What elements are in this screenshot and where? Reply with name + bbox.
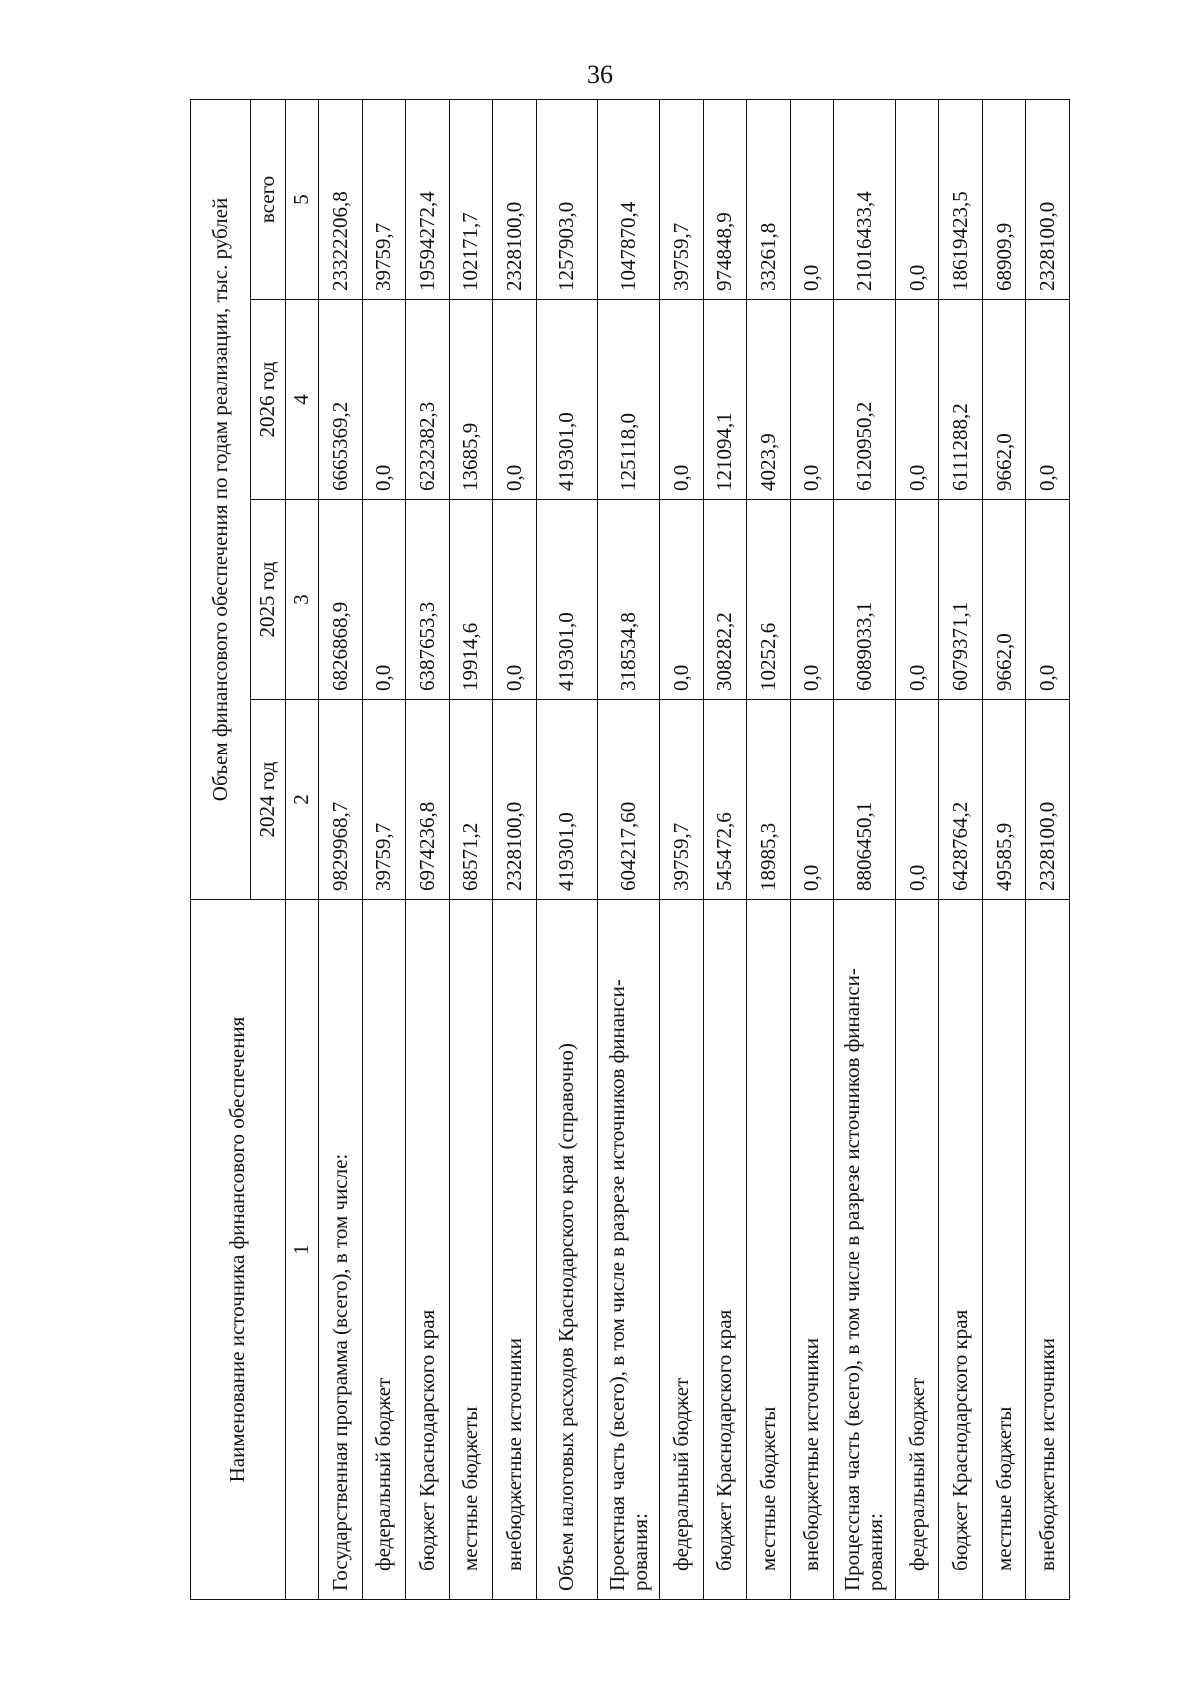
value-cell-total: 68909,9 xyxy=(982,99,1026,299)
table-body xyxy=(319,99,1070,1599)
source-name-cell: бюджет Краснодарского края xyxy=(406,900,450,1600)
value-cell-v2025: 308282,2 xyxy=(703,500,747,700)
page-number: 36 xyxy=(587,60,613,89)
value-cell-v2026: 0,0 xyxy=(493,300,537,500)
value-cell-v2024: 39759,7 xyxy=(362,700,406,900)
value-cell-total: 39759,7 xyxy=(660,99,704,299)
source-name-cell: федеральный бюджет xyxy=(362,900,406,1600)
header-total: всего xyxy=(251,99,286,299)
value-cell-v2025: 19914,6 xyxy=(449,500,493,700)
value-cell-v2026: 0,0 xyxy=(1026,300,1070,500)
table-row xyxy=(1026,99,1070,1599)
value-cell-v2026: 6665369,2 xyxy=(319,300,363,500)
header-year-2025: 2025 год xyxy=(251,500,286,700)
value-cell-v2024: 68571,2 xyxy=(449,700,493,900)
value-cell-v2026: 6111288,2 xyxy=(939,300,983,500)
source-name-cell: местные бюджеты xyxy=(449,900,493,1600)
table-row xyxy=(449,99,493,1599)
column-number: 1 xyxy=(286,900,319,1600)
financing-table xyxy=(190,99,1070,1600)
column-number: 4 xyxy=(286,300,319,500)
value-cell-v2025: 0,0 xyxy=(362,500,406,700)
value-cell-v2026: 6232382,3 xyxy=(406,300,450,500)
value-cell-total: 0,0 xyxy=(895,99,939,299)
source-name-cell: федеральный бюджет xyxy=(660,900,704,1600)
value-cell-total: 2328100,0 xyxy=(1026,99,1070,299)
value-cell-v2024: 18985,3 xyxy=(747,700,791,900)
value-cell-v2024: 39759,7 xyxy=(660,700,704,900)
source-name-cell: бюджет Краснодарского края xyxy=(939,900,983,1600)
table-row xyxy=(406,99,450,1599)
value-cell-v2026: 9662,0 xyxy=(982,300,1026,500)
column-number: 2 xyxy=(286,700,319,900)
header-volume-group: Объем финансового обеспечения по годам реализации, тыс. рублей xyxy=(191,99,251,899)
value-cell-v2026: 419301,0 xyxy=(536,300,598,500)
source-name-cell: внебюджетные источники xyxy=(493,900,537,1600)
value-cell-v2026: 0,0 xyxy=(362,300,406,500)
value-cell-v2024: 2328100,0 xyxy=(1026,700,1070,900)
value-cell-v2025: 10252,6 xyxy=(747,500,791,700)
value-cell-v2026: 0,0 xyxy=(895,300,939,500)
source-name-cell: Государственная программа (всего), в том числе: xyxy=(319,900,363,1600)
value-cell-v2025: 419301,0 xyxy=(536,500,598,700)
value-cell-v2024: 419301,0 xyxy=(536,700,598,900)
value-cell-total: 1047870,4 xyxy=(598,99,660,299)
value-cell-v2024: 545472,6 xyxy=(703,700,747,900)
table-row xyxy=(536,99,598,1599)
value-cell-v2024: 6428764,2 xyxy=(939,700,983,900)
table-row xyxy=(703,99,747,1599)
value-cell-v2025: 0,0 xyxy=(493,500,537,700)
value-cell-v2025: 6387653,3 xyxy=(406,500,450,700)
source-name-cell: внебюджетные источники xyxy=(1026,900,1070,1600)
source-name-cell: местные бюджеты xyxy=(982,900,1026,1600)
value-cell-total: 21016433,4 xyxy=(834,99,896,299)
value-cell-v2024: 8806450,1 xyxy=(834,700,896,900)
source-name-cell: Объем налоговых расходов Краснодарского края (справочно) xyxy=(536,900,598,1600)
value-cell-total: 33261,8 xyxy=(747,99,791,299)
value-cell-v2026: 121094,1 xyxy=(703,300,747,500)
value-cell-total: 1257903,0 xyxy=(536,99,598,299)
value-cell-total: 974848,9 xyxy=(703,99,747,299)
value-cell-v2024: 604217,60 xyxy=(598,700,660,900)
value-cell-v2026: 4023,9 xyxy=(747,300,791,500)
value-cell-v2025: 0,0 xyxy=(790,500,834,700)
header-year-2024: 2024 год xyxy=(251,700,286,900)
source-name-cell: Проектная часть (всего), в том числе в разрезе источников финанси-рования: xyxy=(598,900,660,1600)
table-row xyxy=(834,99,896,1599)
table-row xyxy=(493,99,537,1599)
table-row xyxy=(895,99,939,1599)
source-name-cell: местные бюджеты xyxy=(747,900,791,1600)
value-cell-total: 19594272,4 xyxy=(406,99,450,299)
table-row xyxy=(319,99,363,1599)
value-cell-v2024: 2328100,0 xyxy=(493,700,537,900)
value-cell-v2026: 0,0 xyxy=(660,300,704,500)
value-cell-v2025: 6089033,1 xyxy=(834,500,896,700)
value-cell-v2025: 6079371,1 xyxy=(939,500,983,700)
table-row xyxy=(982,99,1026,1599)
value-cell-v2024: 49585,9 xyxy=(982,700,1026,900)
value-cell-v2025: 0,0 xyxy=(895,500,939,700)
header-name-column: Наименование источника финансового обеспечения xyxy=(191,900,286,1600)
column-number: 5 xyxy=(286,99,319,299)
value-cell-v2024: 9829968,7 xyxy=(319,700,363,900)
value-cell-total: 0,0 xyxy=(790,99,834,299)
table-row xyxy=(790,99,834,1599)
source-name-cell: Процессная часть (всего), в том числе в разрезе источников финанси-рования: xyxy=(834,900,896,1600)
value-cell-total: 18619423,5 xyxy=(939,99,983,299)
table-row xyxy=(598,99,660,1599)
value-cell-v2026: 6120950,2 xyxy=(834,300,896,500)
source-name-cell: бюджет Краснодарского края xyxy=(703,900,747,1600)
value-cell-v2026: 0,0 xyxy=(790,300,834,500)
source-name-cell: внебюджетные источники xyxy=(790,900,834,1600)
value-cell-v2024: 0,0 xyxy=(895,700,939,900)
header-year-2026: 2026 год xyxy=(251,300,286,500)
value-cell-v2025: 6826868,9 xyxy=(319,500,363,700)
value-cell-total: 23322206,8 xyxy=(319,99,363,299)
value-cell-v2026: 13685,9 xyxy=(449,300,493,500)
value-cell-total: 102171,7 xyxy=(449,99,493,299)
value-cell-total: 39759,7 xyxy=(362,99,406,299)
column-number: 3 xyxy=(286,500,319,700)
value-cell-v2025: 318534,8 xyxy=(598,500,660,700)
table-row xyxy=(660,99,704,1599)
value-cell-v2024: 0,0 xyxy=(790,700,834,900)
value-cell-v2025: 0,0 xyxy=(1026,500,1070,700)
value-cell-v2026: 125118,0 xyxy=(598,300,660,500)
table-row xyxy=(939,99,983,1599)
value-cell-v2024: 6974236,8 xyxy=(406,700,450,900)
value-cell-v2025: 9662,0 xyxy=(982,500,1026,700)
source-name-cell: федеральный бюджет xyxy=(895,900,939,1600)
value-cell-total: 2328100,0 xyxy=(493,99,537,299)
rotated-table-container xyxy=(190,100,1070,1600)
table-row xyxy=(362,99,406,1599)
table-row xyxy=(747,99,791,1599)
value-cell-v2025: 0,0 xyxy=(660,500,704,700)
